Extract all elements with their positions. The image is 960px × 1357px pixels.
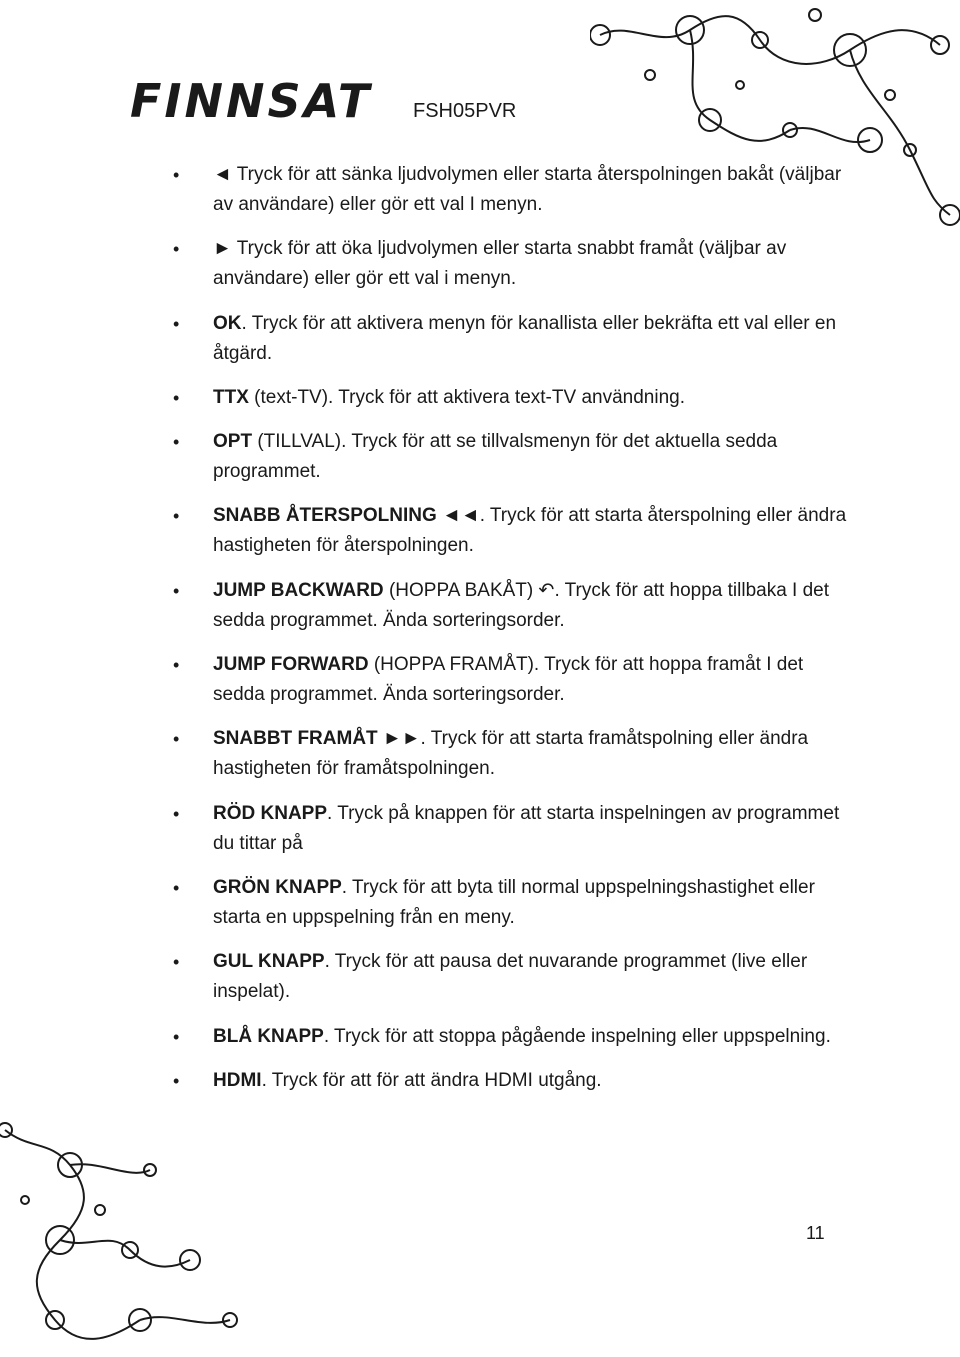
bullet-icon: • — [173, 655, 180, 676]
button-name: BLÅ KNAPP — [213, 1025, 324, 1047]
button-description: . Tryck för att starta återspolning eller ändra hastigheten för återspolningen. — [213, 505, 847, 557]
button-description: (HOPPA BAKÅT) ↶. Tryck för att hoppa tillbaka I det sedda programmet. Ända sorteringsorder. — [213, 579, 830, 631]
list-item — [170, 160, 850, 220]
brand-logo: FINNSAT — [130, 74, 373, 128]
bullet-icon: • — [173, 1026, 180, 1047]
button-description: . Tryck för att för att ändra HDMI utgång. — [261, 1069, 602, 1091]
list-item — [170, 799, 850, 859]
bullet-icon: • — [173, 952, 180, 973]
button-name: SNABB ÅTERSPOLNING ◄◄ — [213, 505, 480, 527]
list-item — [170, 427, 850, 487]
button-description: ◄ Tryck för att sänka ljudvolymen eller starta återspolningen bakåt (väljbar av användare) eller gör ett val I menyn. — [213, 164, 842, 215]
item-content — [213, 877, 815, 928]
item-content — [213, 803, 839, 854]
bullet-icon: • — [173, 877, 180, 898]
bullet-icon: • — [173, 239, 180, 260]
button-description: . Tryck för att aktivera menyn för kanallista eller bekräfta ett val eller en åtgärd. — [213, 312, 837, 364]
button-name: JUMP FORWARD — [213, 654, 369, 676]
item-content — [213, 313, 836, 364]
button-description: . Tryck för att starta framåtspolning eller ändra hastigheten för framåtspolningen. — [213, 728, 809, 780]
list-item — [170, 1022, 850, 1052]
button-name: GUL KNAPP — [213, 951, 325, 973]
button-name: HDMI — [213, 1069, 262, 1091]
button-description: (text-TV). Tryck för att aktivera text-TV användning. — [248, 386, 685, 408]
button-name: SNABBT FRAMÅT ►► — [213, 728, 421, 750]
item-content — [213, 505, 846, 556]
list-item — [170, 873, 850, 933]
list-item — [170, 234, 850, 294]
button-name: OPT — [213, 431, 253, 453]
list-item — [170, 501, 850, 561]
list-item — [170, 724, 850, 784]
molecule-decoration-bottom — [0, 1120, 250, 1357]
list-item — [170, 1066, 850, 1096]
item-content — [213, 1026, 831, 1047]
bullet-icon: • — [173, 165, 180, 185]
list-item — [170, 309, 850, 369]
bullet-icon: • — [173, 1070, 180, 1091]
list-item — [170, 947, 850, 1007]
button-description-list — [170, 160, 850, 1110]
button-description: ► Tryck för att öka ljudvolymen eller starta snabbt framåt (väljbar av användare) eller gör ett val i menyn. — [213, 238, 787, 290]
page-number: 11 — [806, 1223, 825, 1243]
item-content — [213, 580, 829, 631]
button-description: (HOPPA FRAMÅT). Tryck för att hoppa framåt I det sedda programmet. Ända sorteringsorder. — [213, 654, 804, 706]
button-description: . Tryck för att stoppa pågående inspelning eller uppspelning. — [323, 1025, 831, 1047]
bullet-icon: • — [173, 387, 180, 408]
item-content — [213, 728, 808, 779]
list-item — [170, 383, 850, 413]
button-name: GRÖN KNAPP — [213, 876, 342, 898]
list-item — [170, 650, 850, 710]
item-content — [213, 387, 685, 408]
bullet-icon: • — [173, 729, 180, 750]
item-content — [213, 238, 786, 289]
model-number: FSH05PVR — [413, 100, 517, 122]
button-description: . Tryck för att pausa det nuvarande programmet (live eller inspelat). — [213, 951, 808, 1003]
item-content — [213, 1070, 602, 1091]
button-name: RÖD KNAPP — [213, 802, 328, 824]
item-content — [213, 654, 803, 705]
bullet-icon: • — [173, 506, 180, 527]
item-content — [213, 951, 807, 1002]
button-description: (TILLVAL). Tryck för att se tillvalsmenyn för det aktuella sedda programmet. — [213, 431, 778, 483]
bullet-icon: • — [173, 580, 180, 601]
button-description: . Tryck för att byta till normal uppspelningshastighet eller starta en uppspelning från en meny. — [213, 876, 815, 928]
bullet-icon: • — [173, 432, 180, 453]
bullet-icon: • — [173, 313, 180, 334]
button-name: JUMP BACKWARD — [213, 579, 384, 601]
item-content — [213, 164, 841, 215]
bullet-icon: • — [173, 803, 180, 824]
button-description: . Tryck på knappen för att starta inspelningen av programmet du tittar på — [213, 802, 840, 854]
button-name: OK — [213, 312, 242, 334]
list-item — [170, 576, 850, 636]
item-content — [213, 431, 777, 482]
button-name: TTX — [213, 386, 249, 408]
